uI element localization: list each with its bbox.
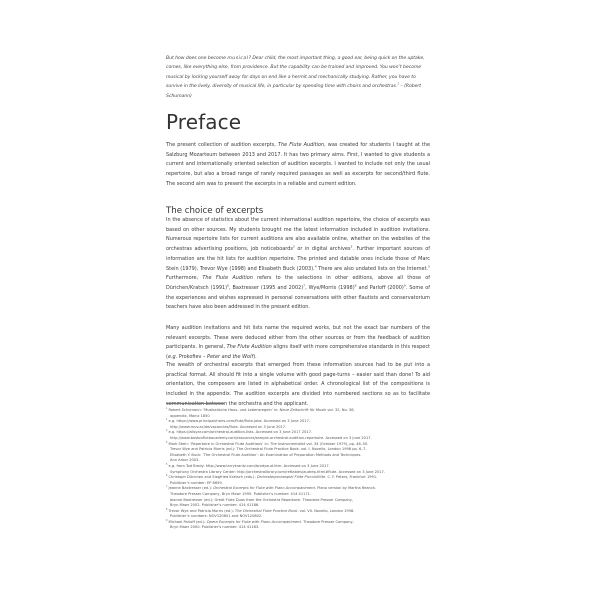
footnote: [166, 509, 430, 520]
text: Trevor Wye and Patricia Morris (ed.): The Orchestral Flute Practice Book. vol. I. Novello, London 1998 pp. 6–7.: [170, 447, 367, 452]
footnote-number: 8: [166, 507, 168, 511]
intro-paragraph: [166, 141, 430, 190]
footnote-ref: 1: [397, 81, 399, 86]
publication-title: The Orchestral Flute Practice Book: [235, 508, 298, 513]
publication-title: Orchestral Excerpts for Flute with Piano Accompaniment: [213, 486, 315, 491]
text: or in digital archives: [294, 246, 351, 253]
text: Many audition invitations and hit lists name the required works, but not the exact bar numbers of the relevant excerpts. These were deduced either from the other sources or from the feedback of audition participants. In general,: [166, 325, 430, 351]
text: . C. F. Peters, Frankfurt 1991.: [325, 475, 378, 480]
text: appendix, Mainz 1850: [170, 413, 210, 418]
text: Bryn Mawr 2000. Publisher’s number: 414 41183.: [170, 525, 260, 530]
text: Michael Parloff (ed.):: [168, 519, 207, 524]
text: Publisher’s numbers: NOV120801 and NOV120802.: [170, 514, 263, 519]
page-title: Preface: [166, 110, 242, 134]
footnote-number: 9: [166, 518, 168, 522]
abbreviation: e.g.: [167, 354, 178, 361]
text: Trevor Wye and Patricia Morris (ed.):: [168, 508, 236, 513]
footnote-number: 7: [166, 485, 168, 489]
text: Ann Arbor 2003.: [170, 458, 200, 463]
text: Prokofiev –: [177, 354, 208, 361]
publication-title: Neue Zeitschrift für Musik: [279, 408, 327, 412]
section-paragraph-1: [166, 216, 430, 313]
text: Symphony Orchestra Library Center: http://orchestralibrary.com/reftables/audrep.html#flute. Accessed on 3 June 2017.: [170, 469, 385, 474]
epigraph-emphasis: musical: [227, 55, 249, 61]
text: . Theodore Presser Company,: [300, 519, 354, 524]
footnote-number: 4: [166, 440, 168, 444]
epigraph-text: ? Dear child, the most important thing, a good ear, being quick on the uptake, comes, like everything else, from providence. But the capability can be trained and improved. You won’t become musical by locking yourself away for days on end like a hermit and mechanically studying. Rather, you have to survive in the lively, diversity of musical life, in particular by spending time with choirs and orchestras.: [166, 55, 425, 90]
publication-title: Opera Excerpts for Flute with Piano Accompaniment: [206, 519, 301, 524]
book-title: The Flute Audition: [226, 344, 272, 351]
text: Theodore Presser Company, Bryn Mawr 1995. Publisher’s number: 414 41171.: [170, 491, 312, 496]
footnote-number: 5: [166, 462, 168, 466]
text: . Piano version by Martha Reanck.: [314, 486, 377, 491]
text: and Parloff (2000): [356, 284, 404, 291]
text: The present collection of audition excerpts,: [166, 142, 278, 148]
footnote-divider: [166, 403, 224, 404]
footnote-ref: 2: [292, 244, 295, 249]
text: , was created for students I taught at the Salzburg Mozarteum between 2013 and 2017. It has two primary aims. First, I wanted to give students a current and internationally oriented selection of audition excerpts. I wanted to include not only the usual repertoire, but also a broad range of rarely required passages as well as excerpts for second/third flute. The second aim was to present the excerpts in a reliable and current edition.: [166, 142, 430, 187]
footnote: [166, 486, 430, 508]
text: Furthermore,: [166, 275, 203, 282]
work-title: Peter and the Wolf: [207, 354, 254, 361]
footnote-ref: 8: [354, 283, 357, 288]
section-paragraph-2: [166, 324, 430, 363]
text: , Wye/Morris (1998): [305, 284, 355, 291]
publication-title: The Instrumentalist: [270, 441, 306, 446]
text: There are also undated lists on the Internet.: [316, 265, 429, 272]
text: ).: [253, 354, 257, 361]
footnote: [166, 464, 430, 475]
footnote-number: 6: [166, 473, 168, 477]
text: http://www.bostonfluteacademy.com/resources/sample-orchestral-audition-repertoire. Accessed on 3 June 2017.: [170, 435, 372, 440]
footnotes: [166, 408, 430, 531]
footnote-ref: 3: [350, 244, 353, 249]
footnote: [166, 408, 430, 419]
publication-title: Orchesterprobespiel Flöte Piccoloflöte: [256, 475, 326, 480]
footnote-ref: 6: [227, 283, 229, 288]
text: Christoph Dürichen and Siegfried Kratsch (eds.):: [168, 475, 257, 480]
text: aligns itself with more comprehensive standards in this respect (: [166, 344, 430, 361]
footnote: [166, 442, 430, 464]
text: Mark Stein: ‘Repertoire in Orchestral Flute Auditions’ in:: [168, 441, 271, 446]
text: e.g. https://www.principalchairs.com/flute/flute-jobs. Accessed on 3 June 2017.: [168, 419, 310, 424]
book-title: The Flute Audition: [202, 275, 253, 282]
footnote-number: 1: [166, 406, 168, 410]
text: e.g. from Tod Brody: http://www.larrykrantz.com/brodyaud.htm. Accessed on 3 June 2017.: [168, 463, 330, 468]
footnote: [166, 520, 430, 531]
section-heading: The choice of excerpts: [166, 206, 264, 216]
footnote-number: 3: [166, 429, 168, 433]
footnote-ref: 5: [428, 263, 430, 268]
footnote-number: 2: [166, 418, 168, 421]
text: . Some of the experiences and wishes expressed in personal conversations with other flautists and conservatorium teachers have also been addressed in the present edition.: [166, 284, 430, 311]
epigraph-attribution: – (Robert Schumann): [166, 84, 421, 99]
text: , Baxtresser (1995 and 2002): [228, 284, 304, 291]
epigraph-quote: [166, 54, 430, 102]
text: Publisher’s number: EP 8659.: [170, 480, 223, 485]
text: Jeanne Baxtresser (ed.):: [168, 486, 214, 491]
text: Robert Schumann: ‘Musikalische Haus- und Lebensregeln’ in:: [168, 408, 280, 412]
book-title: The Flute Audition: [277, 142, 325, 148]
section-paragraph-3: The wealth of orchestral excerpts that emerged from these information sources had to be put into a practical format. All should fit into a single volume with good page-turns – easier said than done! To aid orientation, the composers are listed in alphabetical order. A chronological list of the compositions is included in the appendix. The audition excerpts are divided into numbered sections so as to facilitate communication between the orchestra and the applicant.: [166, 362, 430, 407]
text: Elisabeth Y. Buck: ‘The Orchestral Flute Audition’: An Examination of Preparation Methods and Techniques.: [170, 452, 362, 457]
text: . vol. VII. Novello, London 1998.: [297, 508, 355, 513]
text: vol. 32, No. 36,: [326, 408, 355, 412]
footnote-ref: 9: [403, 283, 406, 288]
footnote-ref: 4: [314, 263, 317, 268]
text: Bryn Mawr 2002. Publisher’s number: 414 41186.: [170, 503, 260, 508]
text: . Further important sources of information are the hit lists for audition repertoire. The printed and datable ones include those of Marc Stein (1979), Trevor Wye (1998) and Elisabeth Buck (2003).: [166, 246, 430, 272]
text: In the absence of statistics about the current international audition repertoire, the choice of excerpts was based on other sources. My students brought me the latest information included in audition invitations. Numerous repertoire lists for current auditions are also available online, whether on the websites of the orchestras advertising positions, job noticeboards: [166, 217, 430, 253]
text: vol. 34 (October 1979), pp. 46–50.: [305, 441, 369, 446]
text: refers to the selections in other editions, above all those of Dürichen/Kratsch (1991): [166, 275, 430, 291]
footnote-ref: 7: [303, 283, 306, 288]
text: http://www.muv.ac/de/vacancies/flute. Accessed on 3 June 2017.: [170, 424, 287, 429]
text: Jeanne Baxtresser (ed.): Great Flute Duos from the Orchestra Repertoire. Theodore Presser Company,: [170, 497, 354, 502]
text: e.g. https://allsyar.com/orchestral-audition-lists. Accessed on 3 June 2017 2017.: [168, 430, 313, 435]
epigraph-text: But how does one become: [166, 55, 228, 61]
